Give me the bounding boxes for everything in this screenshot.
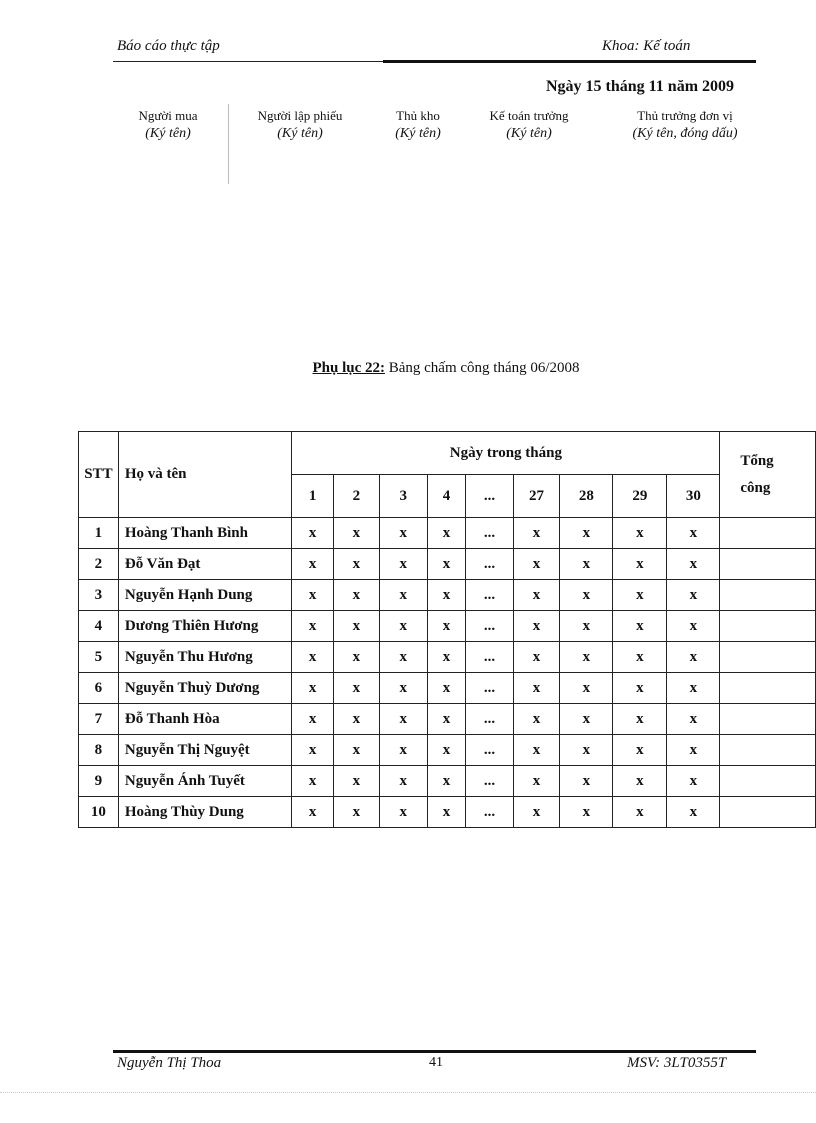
attendance-mark: x (292, 673, 333, 704)
attendance-mark: x (333, 518, 379, 549)
row-name: Đỗ Thanh Hòa (118, 704, 292, 735)
attendance-mark: x (333, 704, 379, 735)
attendance-mark: x (667, 797, 720, 828)
attendance-mark: x (333, 766, 379, 797)
row-name: Nguyễn Thị Nguyệt (118, 735, 292, 766)
attendance-mark: x (560, 797, 613, 828)
day-header: 28 (560, 475, 613, 518)
header-rule-thin (113, 61, 383, 62)
signature-role: (Ký tên) (145, 126, 191, 141)
attendance-mark: x (379, 518, 427, 549)
signature-preparer (236, 107, 364, 143)
table-row (79, 704, 816, 735)
attendance-mark: x (333, 580, 379, 611)
table-row (79, 518, 816, 549)
attendance-mark: x (333, 611, 379, 642)
caption-text: Bảng chấm công tháng 06/2008 (384, 360, 580, 376)
header-days: Ngày trong tháng (292, 432, 720, 475)
attendance-mark: x (427, 766, 466, 797)
attendance-mark: x (513, 797, 560, 828)
row-total (720, 766, 816, 797)
row-stt: 3 (79, 580, 119, 611)
attendance-mark: x (560, 580, 613, 611)
attendance-mark: x (667, 766, 720, 797)
signature-title: Thủ trưởng đơn vị (637, 108, 733, 123)
attendance-mark: x (379, 611, 427, 642)
attendance-mark: ... (466, 642, 513, 673)
row-stt: 8 (79, 735, 119, 766)
attendance-mark: x (613, 735, 667, 766)
attendance-mark: x (427, 797, 466, 828)
attendance-mark: x (333, 673, 379, 704)
row-stt: 7 (79, 704, 119, 735)
attendance-mark: x (667, 580, 720, 611)
attendance-mark: x (292, 549, 333, 580)
page-number: 41 (429, 1055, 443, 1070)
footer-student-id: MSV: 3LT0355T (627, 1055, 727, 1071)
attendance-mark: x (513, 766, 560, 797)
attendance-mark: x (333, 797, 379, 828)
signature-title: Người lập phiếu (257, 108, 343, 123)
attendance-mark: x (379, 797, 427, 828)
table-row (79, 642, 816, 673)
header-total (720, 432, 816, 518)
attendance-mark: x (560, 518, 613, 549)
header-total-line1: Tổng (740, 452, 774, 469)
attendance-mark: x (292, 518, 333, 549)
header-name: Họ và tên (118, 432, 292, 518)
header-rule-thick (383, 60, 756, 63)
attendance-mark: x (613, 549, 667, 580)
row-total (720, 642, 816, 673)
attendance-mark: x (513, 611, 560, 642)
attendance-mark: ... (466, 580, 513, 611)
signature-role: (Ký tên, đóng dấu) (632, 126, 738, 141)
timesheet-table (78, 431, 816, 828)
attendance-mark: x (667, 735, 720, 766)
appendix-caption (0, 360, 816, 377)
table-row (79, 611, 816, 642)
signature-storekeeper (378, 107, 458, 143)
row-stt: 6 (79, 673, 119, 704)
attendance-mark: x (613, 518, 667, 549)
attendance-mark: x (560, 735, 613, 766)
row-total (720, 580, 816, 611)
day-header: 27 (513, 475, 560, 518)
row-total (720, 797, 816, 828)
attendance-mark: x (667, 704, 720, 735)
attendance-mark: x (292, 735, 333, 766)
attendance-mark: x (513, 704, 560, 735)
caption-label: Phụ lục 22: (312, 360, 385, 376)
row-name: Nguyễn Thuỳ Dương (118, 673, 292, 704)
attendance-mark: x (667, 611, 720, 642)
attendance-mark: x (379, 673, 427, 704)
attendance-mark: x (560, 704, 613, 735)
signature-role: (Ký tên) (395, 126, 441, 141)
row-name: Hoàng Thùy Dung (118, 797, 292, 828)
attendance-mark: x (292, 580, 333, 611)
day-header: 4 (427, 475, 466, 518)
attendance-mark: ... (466, 518, 513, 549)
row-name: Hoàng Thanh Bình (118, 518, 292, 549)
attendance-mark: x (379, 580, 427, 611)
attendance-mark: x (513, 673, 560, 704)
attendance-mark: x (379, 766, 427, 797)
attendance-mark: x (513, 580, 560, 611)
attendance-mark: ... (466, 766, 513, 797)
attendance-mark: ... (466, 673, 513, 704)
row-total (720, 673, 816, 704)
day-header: ... (466, 475, 513, 518)
signature-head-of-unit (602, 107, 768, 143)
attendance-mark: x (613, 704, 667, 735)
table-row (79, 766, 816, 797)
signature-buyer (118, 107, 218, 143)
header-stt: STT (79, 432, 119, 518)
page-bottom-dotted-line (0, 1092, 816, 1093)
attendance-mark: x (379, 549, 427, 580)
day-header: 2 (333, 475, 379, 518)
row-stt: 4 (79, 611, 119, 642)
table-row (79, 797, 816, 828)
table-row (79, 735, 816, 766)
footer-author: Nguyễn Thị Thoa (117, 1055, 222, 1071)
attendance-mark: x (333, 642, 379, 673)
row-name: Nguyễn Thu Hương (118, 642, 292, 673)
row-name: Nguyễn Hạnh Dung (118, 580, 292, 611)
row-total (720, 518, 816, 549)
day-header: 29 (613, 475, 667, 518)
attendance-mark: x (613, 611, 667, 642)
attendance-mark: ... (466, 797, 513, 828)
signature-title: Người mua (138, 108, 198, 123)
attendance-mark: x (379, 704, 427, 735)
attendance-mark: x (513, 549, 560, 580)
attendance-mark: x (427, 611, 466, 642)
attendance-mark: x (427, 518, 466, 549)
attendance-mark: x (667, 673, 720, 704)
day-header: 1 (292, 475, 333, 518)
attendance-mark: x (427, 704, 466, 735)
row-stt: 10 (79, 797, 119, 828)
attendance-mark: x (333, 735, 379, 766)
attendance-mark: x (379, 642, 427, 673)
attendance-mark: x (513, 642, 560, 673)
day-header: 30 (667, 475, 720, 518)
signature-chief-accountant (470, 107, 588, 143)
signature-title: Kế toán trưởng (489, 108, 569, 123)
row-total (720, 611, 816, 642)
attendance-mark: x (513, 518, 560, 549)
attendance-mark: x (292, 642, 333, 673)
attendance-mark: x (560, 766, 613, 797)
attendance-mark: x (560, 673, 613, 704)
attendance-mark: x (613, 580, 667, 611)
signature-divider (228, 104, 229, 184)
signature-title: Thủ kho (396, 108, 440, 123)
attendance-mark: x (613, 642, 667, 673)
attendance-mark: ... (466, 611, 513, 642)
attendance-mark: x (560, 642, 613, 673)
attendance-mark: x (613, 797, 667, 828)
attendance-mark: x (292, 704, 333, 735)
attendance-mark: ... (466, 704, 513, 735)
attendance-mark: x (560, 549, 613, 580)
attendance-mark: x (427, 735, 466, 766)
row-name: Đỗ Văn Đạt (118, 549, 292, 580)
attendance-mark: x (292, 766, 333, 797)
table-row (79, 549, 816, 580)
attendance-mark: x (613, 673, 667, 704)
table-row (79, 673, 816, 704)
attendance-mark: x (427, 549, 466, 580)
attendance-mark: x (427, 580, 466, 611)
row-total (720, 704, 816, 735)
table-row (79, 580, 816, 611)
attendance-mark: x (427, 642, 466, 673)
row-stt: 9 (79, 766, 119, 797)
attendance-mark: x (379, 735, 427, 766)
attendance-mark: x (613, 766, 667, 797)
attendance-mark: x (427, 673, 466, 704)
attendance-mark: x (667, 642, 720, 673)
header-total-line2: công (740, 479, 771, 496)
header-row-top (79, 432, 816, 475)
day-header: 3 (379, 475, 427, 518)
row-stt: 5 (79, 642, 119, 673)
attendance-mark: ... (466, 549, 513, 580)
attendance-mark: x (292, 797, 333, 828)
row-name: Dương Thiên Hương (118, 611, 292, 642)
attendance-mark: x (667, 518, 720, 549)
attendance-mark: x (292, 611, 333, 642)
row-total (720, 549, 816, 580)
header-right: Khoa: Kế toán (602, 38, 691, 54)
row-name: Nguyễn Ánh Tuyết (118, 766, 292, 797)
attendance-mark: x (667, 549, 720, 580)
attendance-mark: x (333, 549, 379, 580)
row-total (720, 735, 816, 766)
attendance-mark: x (513, 735, 560, 766)
footer-rule (113, 1050, 756, 1053)
row-stt: 1 (79, 518, 119, 549)
header-left: Báo cáo thực tập (117, 38, 220, 54)
signature-role: (Ký tên) (277, 126, 323, 141)
signature-role: (Ký tên) (506, 126, 552, 141)
date-line: Ngày 15 tháng 11 năm 2009 (546, 78, 735, 95)
row-stt: 2 (79, 549, 119, 580)
attendance-mark: x (560, 611, 613, 642)
attendance-mark: ... (466, 735, 513, 766)
